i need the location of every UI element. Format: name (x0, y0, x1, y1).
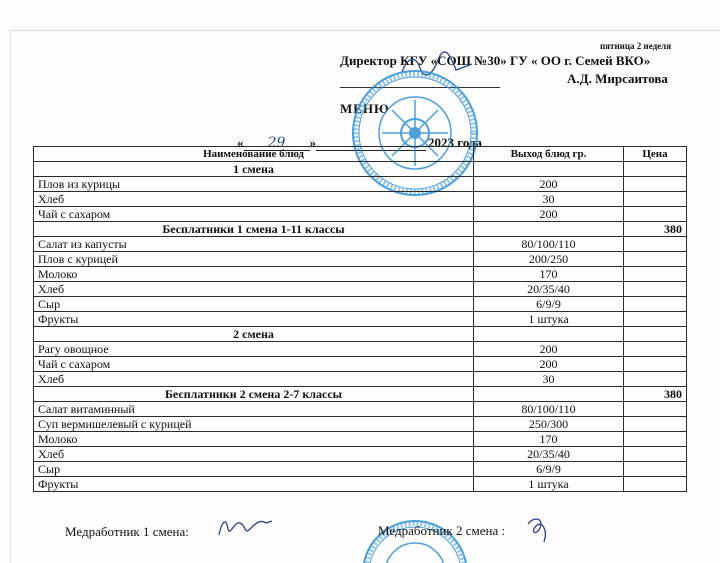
dish-price (624, 327, 687, 342)
dish-price (624, 357, 687, 372)
dish-name: Сыр (34, 462, 474, 477)
dish-name: Хлеб (34, 447, 474, 462)
date-year: 2023 года (428, 135, 483, 150)
medic-shift-1-label: Медработник 1 смена: (65, 524, 189, 539)
section-title: 2 смена (34, 327, 474, 342)
table-row (34, 207, 687, 222)
dish-output: 200 (474, 342, 624, 357)
table-row (34, 297, 687, 312)
table-row (34, 477, 687, 492)
dish-price (624, 177, 687, 192)
page-title: МЕНЮ (340, 101, 390, 116)
table-row (34, 462, 687, 477)
dish-name: Чай с сахаром (34, 207, 474, 222)
section-title: Бесплатники 1 смена 1-11 классы (34, 222, 474, 237)
dish-price: 380 (624, 222, 687, 237)
table-row (34, 402, 687, 417)
director-approval-line: Директор КГУ «СОШ №30» ГУ « ОО г. Семей ВКО» (340, 53, 651, 68)
dish-name: Салат из капусты (34, 237, 474, 252)
table-row (34, 447, 687, 462)
dish-output: 200/250 (474, 252, 624, 267)
table-row (34, 432, 687, 447)
column-header-price: Цена (624, 147, 687, 162)
dish-name: Хлеб (34, 282, 474, 297)
dish-output (474, 162, 624, 177)
dish-name: Суп вермишелевый с курицей (34, 417, 474, 432)
dish-price (624, 297, 687, 312)
dish-name: Салат витаминный (34, 402, 474, 417)
dish-output: 30 (474, 372, 624, 387)
dish-price (624, 342, 687, 357)
table-row (34, 342, 687, 357)
table-section-row (34, 327, 687, 342)
director-name: А.Д. Мирсаитова (567, 71, 668, 86)
signature-icon (522, 512, 558, 546)
column-header-dish: Наименование блюд (34, 147, 474, 162)
dish-name: Чай с сахаром (34, 357, 474, 372)
table-row (34, 177, 687, 192)
section-title: Бесплатники 2 смена 2-7 классы (34, 387, 474, 402)
date-day: 29 (244, 137, 310, 151)
dish-name: Плов с курицей (34, 252, 474, 267)
dish-name: Фрукты (34, 477, 474, 492)
table-header-row (34, 147, 687, 162)
dish-price (624, 237, 687, 252)
dish-output: 80/100/110 (474, 237, 624, 252)
dish-price (624, 432, 687, 447)
table-section-row (34, 222, 687, 237)
table-row (34, 372, 687, 387)
dish-output: 30 (474, 192, 624, 207)
table-row (34, 357, 687, 372)
dish-output: 20/35/40 (474, 447, 624, 462)
dish-output (474, 327, 624, 342)
dish-output: 170 (474, 432, 624, 447)
menu-table (33, 146, 687, 492)
dish-output: 200 (474, 207, 624, 222)
dish-output: 250/300 (474, 417, 624, 432)
dish-output: 6/9/9 (474, 462, 624, 477)
dish-price (624, 477, 687, 492)
dish-name: Фрукты (34, 312, 474, 327)
table-row (34, 252, 687, 267)
signature-icon (216, 511, 276, 541)
date-open-quote: « (237, 135, 244, 150)
dish-output: 80/100/110 (474, 402, 624, 417)
dish-price (624, 372, 687, 387)
dish-name: Молоко (34, 432, 474, 447)
dish-price (624, 447, 687, 462)
section-title: 1 смена (34, 162, 474, 177)
table-row (34, 237, 687, 252)
dish-name: Молоко (34, 267, 474, 282)
dish-output: 200 (474, 357, 624, 372)
dish-price (624, 312, 687, 327)
dish-name: Сыр (34, 297, 474, 312)
dish-output: 1 штука (474, 312, 624, 327)
table-row (34, 192, 687, 207)
column-header-output: Выход блюд гр. (474, 147, 624, 162)
dish-price: 380 (624, 387, 687, 402)
table-row (34, 267, 687, 282)
table-row (34, 312, 687, 327)
dish-price (624, 417, 687, 432)
dish-output: 200 (474, 177, 624, 192)
dish-name: Плов из курицы (34, 177, 474, 192)
dish-name: Хлеб (34, 192, 474, 207)
dish-name: Хлеб (34, 372, 474, 387)
dish-price (624, 267, 687, 282)
table-section-row (34, 387, 687, 402)
date-close-quote: » (309, 135, 316, 150)
dish-output (474, 387, 624, 402)
scan-edge-left (10, 30, 11, 563)
table-row (34, 282, 687, 297)
dish-output: 20/35/40 (474, 282, 624, 297)
dish-output: 1 штука (474, 477, 624, 492)
dish-price (624, 252, 687, 267)
dish-price (624, 192, 687, 207)
week-label: пятница 2 неделя (600, 41, 672, 51)
dish-output: 6/9/9 (474, 297, 624, 312)
dish-price (624, 207, 687, 222)
dish-price (624, 282, 687, 297)
table-row (34, 417, 687, 432)
dish-output: 170 (474, 267, 624, 282)
table-section-row (34, 162, 687, 177)
dish-output (474, 222, 624, 237)
dish-price (624, 162, 687, 177)
dish-name: Рагу овощное (34, 342, 474, 357)
dish-price (624, 402, 687, 417)
scan-edge-top (10, 30, 720, 31)
medic-shift-2-label: Медработник 2 смена : (378, 523, 506, 538)
dish-price (624, 462, 687, 477)
